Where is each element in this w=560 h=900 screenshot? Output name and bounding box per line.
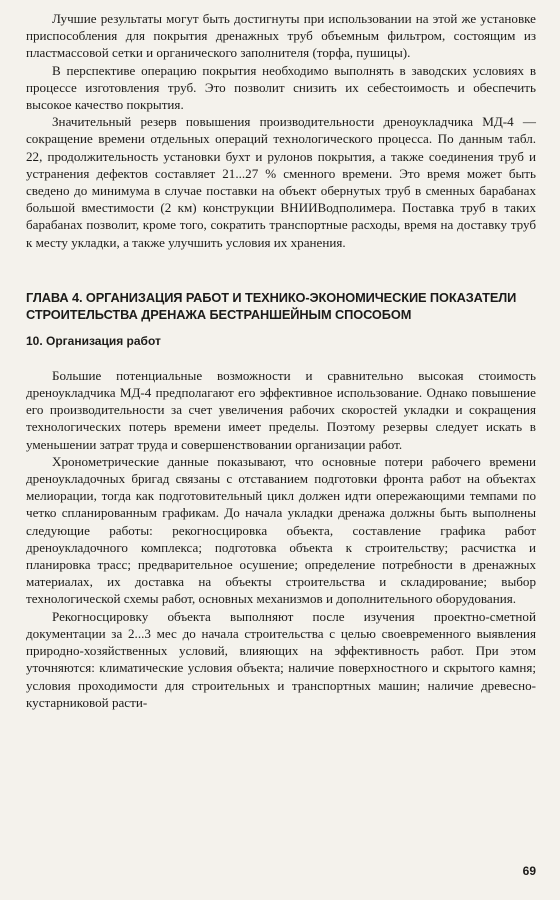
paragraph: В перспективе операцию покрытия необходимо выполнять в заводских условиях в процессе изготовления труб. Это позволит снизить их себестоимость и обеспечить высокое качество покрытия. (26, 62, 536, 113)
chapter-title: ГЛАВА 4. ОРГАНИЗАЦИЯ РАБОТ И ТЕХНИКО-ЭКОНОМИЧЕСКИЕ ПОКАЗАТЕЛИ СТРОИТЕЛЬСТВА ДРЕНАЖА БЕСТРАНШЕЙНЫМ СПОСОБОМ (26, 289, 517, 322)
paragraph: Лучшие результаты могут быть достигнуты при использовании на этой же установке приспособления для покрытия дренажных труб объемным фильтром, состоящим из пластмассовой сетки и органического заполнителя (торфа, пушицы). (26, 11, 536, 61)
paragraph: Значительный резерв повышения производительности дреноукладчика МД-4 — сокращение времени отдельных операций технологического процесса. По данным табл. 22, продолжительность установки бухт и рулонов покрытия, а также соединения труб и устранения дефектов составляет 21...27 % сменного времени. Это время может быть сведено до минимума в случае поставки на объект обернутых труб в сменных барабанах большой вместимости (2 км) конструкции ВНИИВодполимера. Поставка труб в таких барабанах позволит, кроме того, сократить транспортные расходы, время на доставку труб к месту укладки, а также улучшить условия их хранения. (26, 114, 536, 250)
section-title: 10. Организация работ (26, 333, 161, 348)
paragraph: Хронометрические данные показывают, что основные потери рабочего времени дреноукладочных бригад связаны с отставанием подготовки фронта работ на объектах мелиорации, тогда как подготовительный цикл должен идти опережающими темпами по четко спланированным графикам. До начала укладки дренажа должны быть выполнены следующие работы: рекогносцировка объекта, составление графика работ дреноукладочного комплекса; подготовка объекта к строительству; расчистка и планировка трасс; предварительное осушение; определение потребности в дренажных материалах, их доставка на объекты строительства и складирование; выбор технологической схемы работ, основных механизмов и дополнительного оборудования. (26, 453, 536, 607)
page-number: 69 (522, 864, 536, 878)
paragraph: Рекогносцировку объекта выполняют после изучения проектно-сметной документации за 2...3 мес до начала строительства с целью своевременного выявления природно-хозяйственных условий, влияющих на эффективность работ. При этом уточняются: климатические условия объекта; наличие поверхностного и скрытого камня; условия проходимости для строительных и транспортных машин; наличие древесно-кустарниковой расти- (26, 608, 536, 710)
paragraph: Большие потенциальные возможности и сравнительно высокая стоимость дреноукладчика МД-4 предполагают его эффективное использование. Однако повышение его производительности за счет увеличения рабочих скоростей укладки и сокращения технологических потерь времени имеет пределы. Поэтому резервы следует искать в уменьшении затрат труда и совершенствовании организации работ. (26, 367, 536, 452)
